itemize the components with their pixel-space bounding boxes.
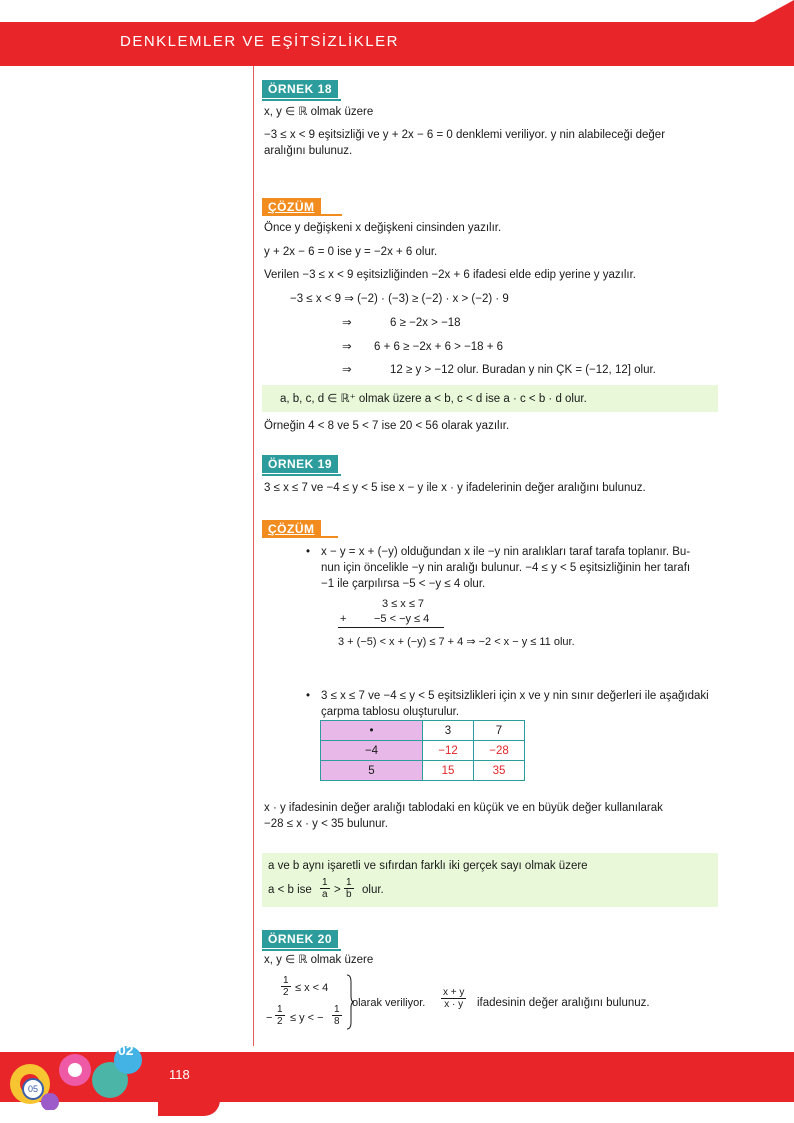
bullet2-line2: çarpma tablosu oluşturulur. bbox=[321, 706, 460, 718]
rule-box-2 bbox=[262, 853, 718, 907]
rule-text: a, b, c, d ∈ ℝ⁺ olmak üzere a < b, c < d ise a · c < b · d olur. bbox=[280, 393, 587, 405]
solution-19-underline bbox=[262, 536, 338, 538]
table-cell: 15 bbox=[423, 761, 474, 781]
example-19-line1: 3 ≤ x ≤ 7 ve −4 ≤ y < 5 ise x − y ile x · y ifadelerinin değer aralığını bulunuz. bbox=[264, 482, 646, 494]
example-20-ask: ifadesinin değer aralığını bulunuz. bbox=[477, 997, 650, 1009]
range-x-rest: ≤ x < 4 bbox=[295, 982, 329, 994]
rule2-line1: a ve b aynı işaretli ve sıfırdan farklı iki gerçek sayı olmak üzere bbox=[268, 860, 588, 872]
sum-line2: −5 < −y ≤ 4 bbox=[374, 613, 430, 625]
solution-18-underline bbox=[262, 214, 342, 216]
minus-sign: − bbox=[266, 1012, 273, 1024]
table-cell: 7 bbox=[474, 721, 525, 741]
expression-fraction: $\frac{x + y}{x \cdot y}$ bbox=[443, 987, 465, 1010]
solution-18-math1: −3 ≤ x < 9 ⇒ (−2) · (−3) ≥ (−2) · x > (−2) · 9 bbox=[290, 293, 509, 305]
fraction-1-over-a: $\frac{1}{a}$ bbox=[322, 877, 328, 900]
multiplication-table bbox=[320, 720, 525, 781]
table-row bbox=[321, 721, 525, 741]
solution-18-tag: ÇÖZÜM bbox=[262, 198, 321, 216]
sum-line1: 3 ≤ x ≤ 7 bbox=[382, 598, 425, 610]
gear-badge-02: 02 bbox=[118, 1042, 134, 1058]
solution-18-example: Örneğin 4 < 8 ve 5 < 7 ise 20 < 56 olarak yazılır. bbox=[264, 420, 510, 432]
solution-18-line3: Verilen −3 ≤ x < 9 eşitsizliğinden −2x + 6 ifadesi elde edip yerine y yazılır. bbox=[264, 269, 636, 281]
content-divider bbox=[253, 66, 254, 1046]
example-18-line3: aralığını bulunuz. bbox=[264, 145, 353, 157]
table-cell: −28 bbox=[474, 741, 525, 761]
example-18-line1: x, y ∈ ℝ olmak üzere bbox=[264, 106, 374, 118]
table-cell: • bbox=[321, 721, 423, 741]
rule2-line2a: a < b ise bbox=[268, 884, 312, 896]
sum-result: 3 + (−5) < x + (−y) ≤ 7 + 4 ⇒ −2 < x − y ≤ 11 olur. bbox=[338, 636, 575, 648]
table-row bbox=[321, 741, 525, 761]
implies-symbol: ⇒ bbox=[342, 341, 352, 353]
sum-rule bbox=[338, 627, 444, 628]
page-number: 118 bbox=[169, 1067, 190, 1082]
greater-symbol: > bbox=[334, 884, 341, 896]
fraction-1-over-2: $\frac{1}{2}$ bbox=[283, 975, 289, 998]
range-y-mid: ≤ y < − bbox=[290, 1012, 324, 1024]
given-text: olarak veriliyor. bbox=[352, 997, 426, 1009]
example-20-tag: ÖRNEK 20 bbox=[262, 930, 338, 948]
fraction-1-over-b: $\frac{1}{b}$ bbox=[346, 877, 352, 900]
bullet1-line1: x − y = x + (−y) olduğundan x ile −y nin aralıkları taraf tarafa toplanır. Bu- bbox=[321, 546, 691, 558]
example-18-tag: ÖRNEK 18 bbox=[262, 80, 338, 98]
table-row bbox=[321, 761, 525, 781]
gear-decoration bbox=[0, 1040, 160, 1110]
header-corner-shape bbox=[754, 0, 794, 22]
chapter-title: DENKLEMLER VE EŞİTSİZLİKLER bbox=[120, 33, 399, 50]
solution-18-math2: 6 ≥ −2x > −18 bbox=[390, 317, 461, 329]
solution-18-line2: y + 2x − 6 = 0 ise y = −2x + 6 olur. bbox=[264, 246, 438, 258]
bullet1-line2: nun için öncelikle −y nin aralığı bulunur. −4 ≤ y < 5 eşitsizliğinin her tarafı bbox=[321, 562, 691, 574]
table-cell: 35 bbox=[474, 761, 525, 781]
table-cell: −4 bbox=[321, 741, 423, 761]
solution-19-after1: x · y ifadesinin değer aralığı tablodaki en küçük ve en büyük değer kullanılarak bbox=[264, 802, 663, 814]
fraction-1-over-8: $\frac{1}{8}$ bbox=[334, 1004, 340, 1027]
solution-19-after2: −28 ≤ x · y < 35 bulunur. bbox=[264, 818, 388, 830]
rule-box bbox=[262, 385, 718, 412]
plus-sign: + bbox=[340, 613, 347, 625]
table-cell: 5 bbox=[321, 761, 423, 781]
solution-18-math3: 6 + 6 ≥ −2x + 6 > −18 + 6 bbox=[374, 341, 504, 353]
page-number-tab bbox=[158, 1052, 220, 1116]
table-cell: −12 bbox=[423, 741, 474, 761]
gear-badge-05: 05 bbox=[22, 1078, 44, 1100]
example-18-line2: −3 ≤ x < 9 eşitsizliği ve y + 2x − 6 = 0 denklemi veriliyor. y nin alabileceği değer bbox=[264, 129, 666, 141]
solution-18-math4: 12 ≥ y > −12 olur. Buradan y nin ÇK = (−12, 12] olur. bbox=[390, 364, 656, 376]
implies-symbol: ⇒ bbox=[342, 317, 352, 329]
implies-symbol: ⇒ bbox=[342, 364, 352, 376]
bullet2-line1: 3 ≤ x ≤ 7 ve −4 ≤ y < 5 eşitsizlikleri için x ve y nin sınır değerleri ile aşağıdaki bbox=[321, 690, 709, 702]
example-19-tag: ÖRNEK 19 bbox=[262, 455, 338, 473]
solution-19-tag: ÇÖZÜM bbox=[262, 520, 321, 538]
rule2-line2b: olur. bbox=[362, 884, 384, 896]
header-bar bbox=[0, 22, 794, 66]
bullet: • bbox=[306, 546, 311, 558]
fraction-1-over-2: $\frac{1}{2}$ bbox=[277, 1004, 283, 1027]
bullet1-line3: −1 ile çarpılırsa −5 < −y ≤ 4 olur. bbox=[321, 578, 486, 590]
bullet: • bbox=[306, 690, 311, 702]
solution-18-line1: Önce y değişkeni x değişkeni cinsinden yazılır. bbox=[264, 222, 502, 234]
example-20-line1: x, y ∈ ℝ olmak üzere bbox=[264, 954, 374, 966]
table-cell: 3 bbox=[423, 721, 474, 741]
